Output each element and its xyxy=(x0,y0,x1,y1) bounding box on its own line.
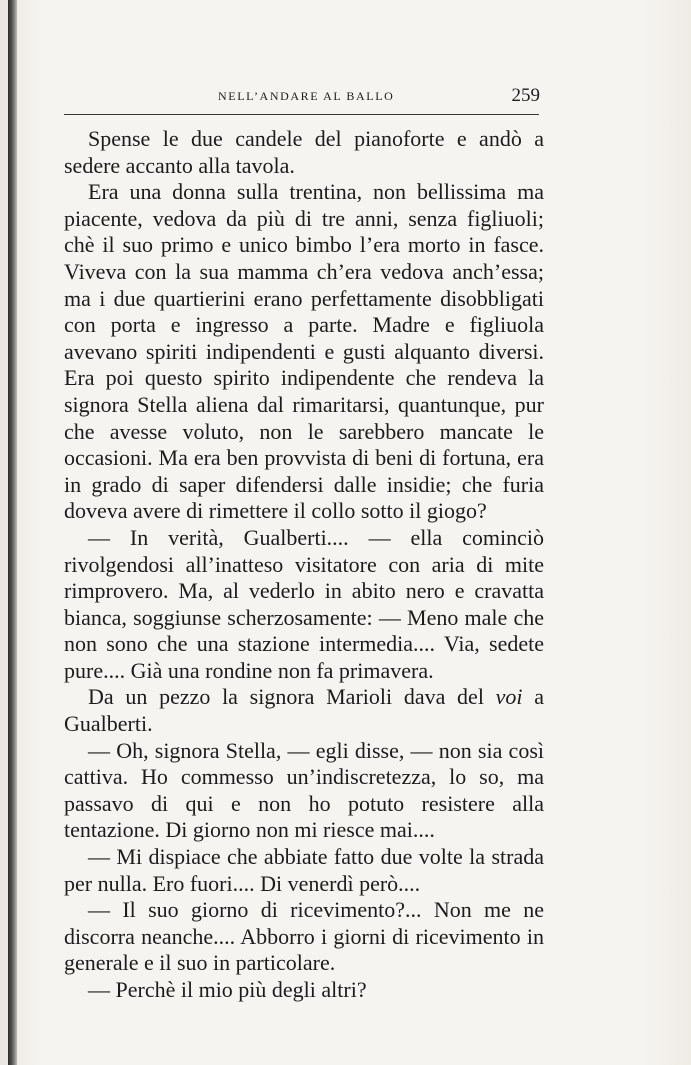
page-number: 259 xyxy=(511,85,540,106)
page-header xyxy=(64,87,554,111)
header-rule xyxy=(64,114,539,115)
paragraph: — Perchè il mio più degli altri? xyxy=(88,977,367,1002)
paragraph: — Oh, signora Stella, — egli disse, — non sia così cattiva. Ho commesso un’indiscretezza, lo so, ma passavo di qui e non ho potuto resistere alla tentazione. Di giorno non mi riesce mai.... xyxy=(64,737,544,843)
paragraph-text: a Gualberti. xyxy=(64,684,545,737)
italic-word: voi xyxy=(495,684,523,710)
paragraph xyxy=(64,684,544,737)
paragraph: Spense le due candele del pianoforte e andò a sedere accanto alla tavola. xyxy=(64,126,544,178)
body-text xyxy=(64,126,544,1004)
page-binding-edge xyxy=(8,0,17,1065)
paragraph: — Il suo giorno di ricevimento?... Non me ne discorra neanche.... Abborro i giorni di ricevimento in generale e il suo in particolare. xyxy=(64,897,544,976)
paragraph: — In verità, Gualberti.... — ella cominciò rivolgendosi all’inatteso visitatore con aria di mite rimprovero. Ma, al vederlo in abito nero e cravatta bianca, soggiunse scherzosamente: — Meno male che non sono che una stazione intermedia.... Via, sedete pure.... Già una rondine non fa primavera. xyxy=(64,524,544,683)
paragraph: Era una donna sulla trentina, non bellissima ma piacente, vedova da più di tre anni, senza figliuoli; chè il suo primo e unico bimbo l’era morto in fasce. Viveva con la sua mamma ch’era vedova anch’essa; ma i due quartierini erano perfettamente disobbligati con porta e ingresso a parte. Madre e figliuola avevano spiriti indipendenti e gusti alquanto diversi. Era poi questo spirito indipendente che rendeva la signora Stella aliena dal rimaritarsi, quantunque, pur che avesse voluto, non le sarebbero mancate le occasioni. Ma era ben provvista di beni di fortuna, era in grado di saper difendersi dalle insidie; che furia doveva avere di rimettere il collo sotto il giogo? xyxy=(64,179,544,524)
running-title: NELL’ANDARE AL BALLO xyxy=(218,89,395,103)
paragraph-text: Da un pezzo la signora Marioli dava del xyxy=(88,684,496,710)
paragraph: — Mi dispiace che abbiate fatto due volte la strada per nulla. Ero fuori.... Di venerdì però.... xyxy=(64,844,544,896)
